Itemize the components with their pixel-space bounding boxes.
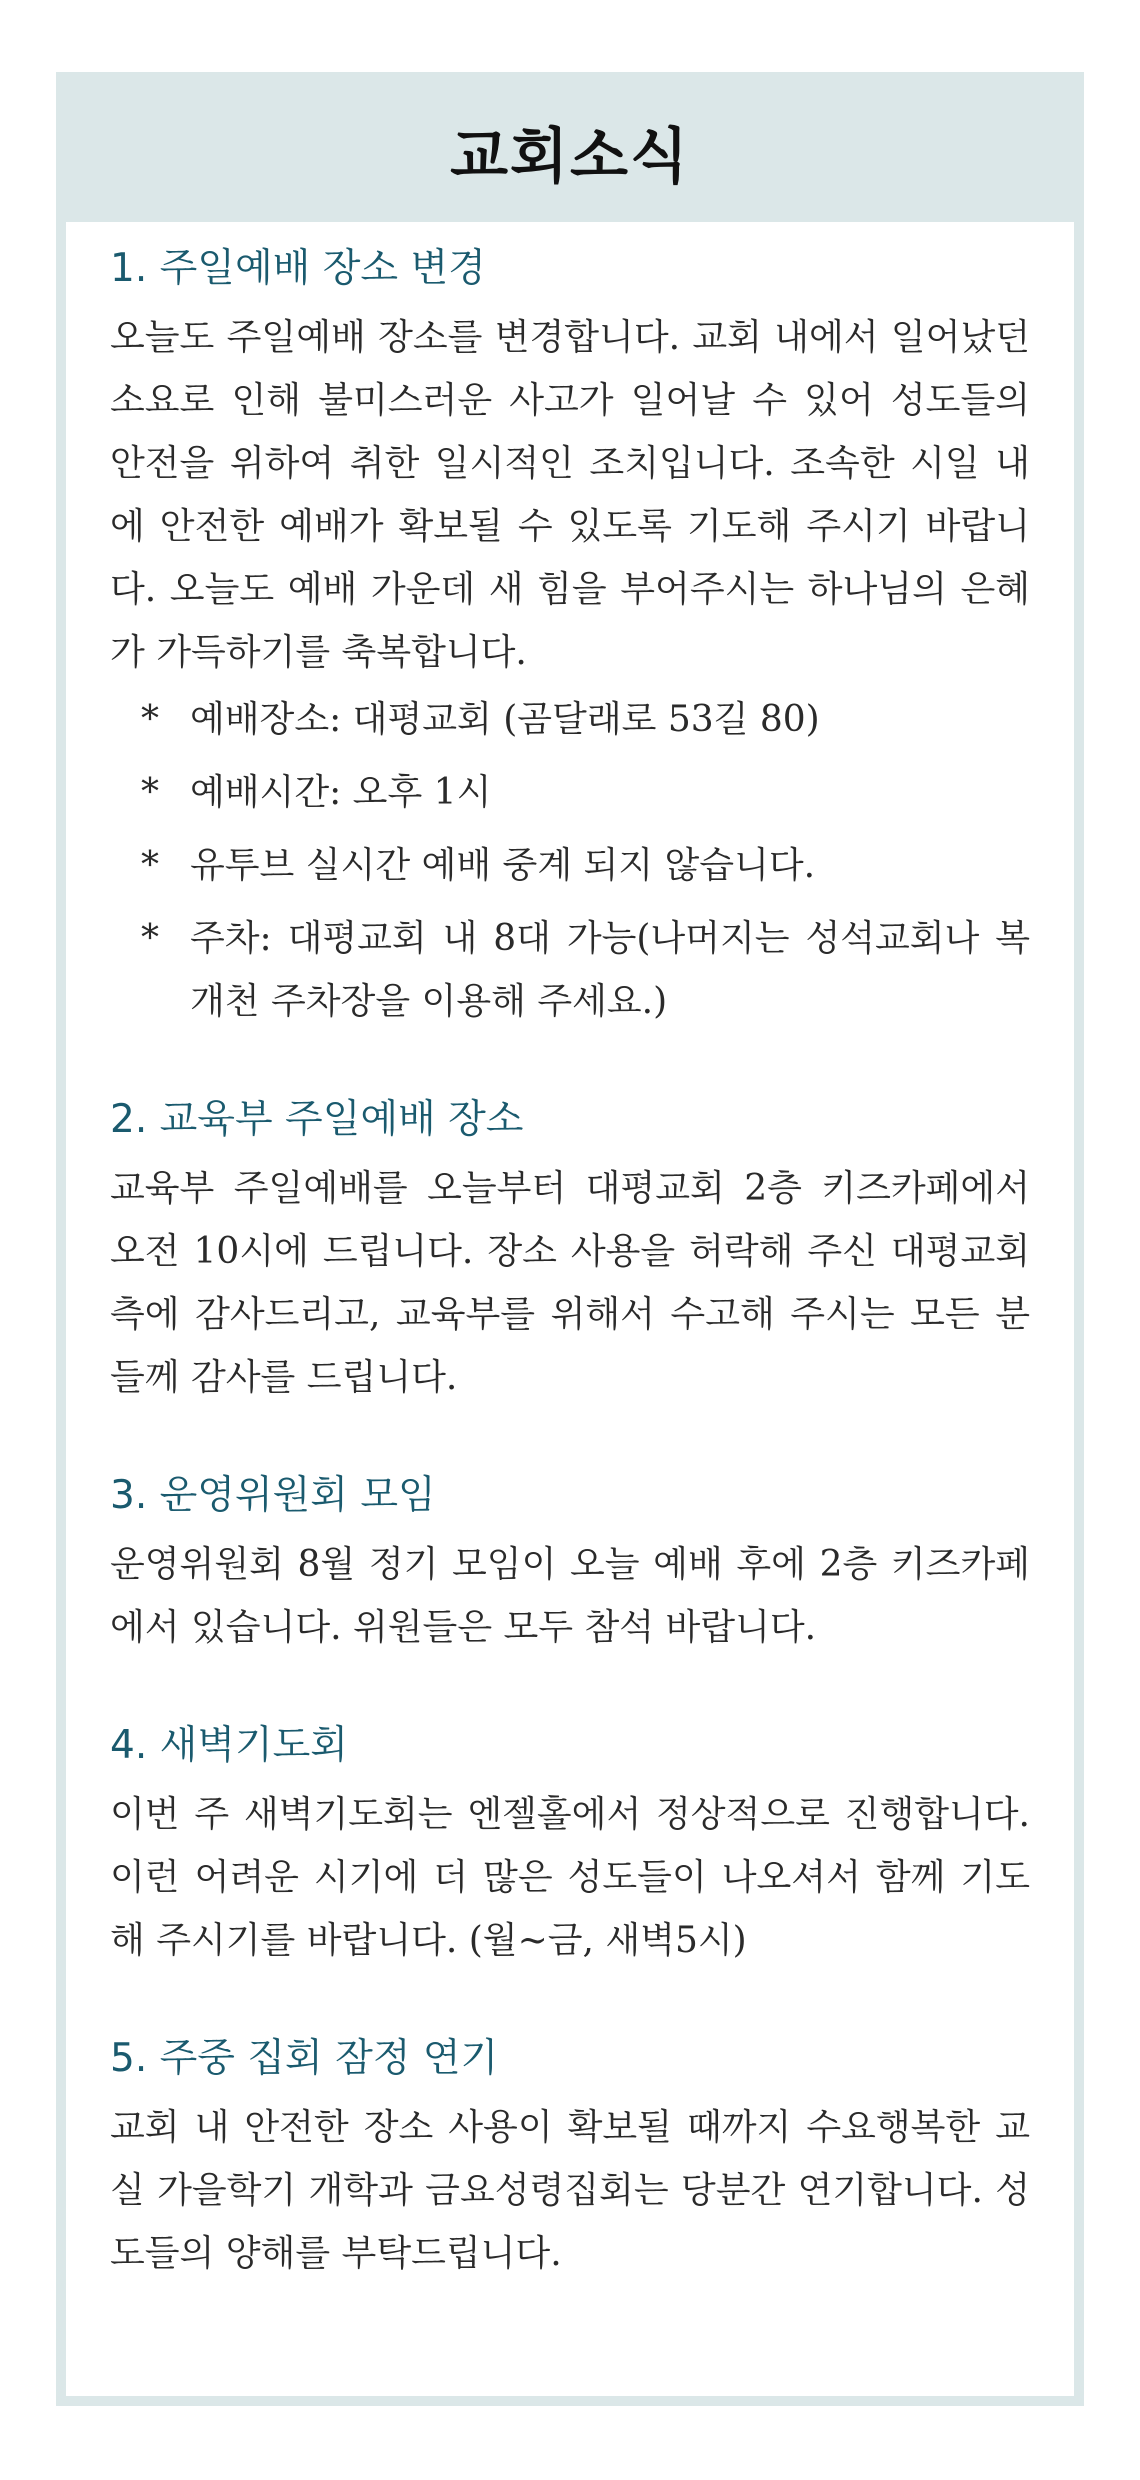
- section-heading: 4. 새벽기도회: [110, 1723, 348, 1768]
- section-body: 이번 주 새벽기도회는 엔젤홀에서 정상적으로 진행합니다. 이런 어려운 시기에 더 많은 성도들이 나오셔서 함께 기도해 주시기를 바랍니다. (월~금, 새벽5시): [110, 1794, 1030, 1961]
- news-section-2: [110, 1089, 1030, 1409]
- bullet-marker: *: [141, 845, 159, 886]
- news-section-3: [110, 1465, 1030, 1659]
- church-news-panel: [56, 72, 1084, 2406]
- list-item-text: 유투브 실시간 예배 중계 되지 않습니다.: [190, 845, 816, 886]
- section-heading: 2. 교육부 주일예배 장소: [110, 1097, 524, 1142]
- bullet-marker: *: [141, 699, 159, 740]
- news-section-1: [110, 238, 1030, 1033]
- page-title: 교회소식: [450, 122, 690, 192]
- list-item-text: 예배시간: 오후 1시: [190, 772, 492, 813]
- section-body: 교육부 주일예배를 오늘부터 대평교회 2층 키즈카페에서 오전 10시에 드립니다. 장소 사용을 허락해 주신 대평교회 측에 감사드리고, 교육부를 위해서 수고해 주시는 모든 분들께 감사를 드립니다.: [110, 1168, 1030, 1398]
- list-item: [110, 761, 1030, 824]
- list-item: [110, 688, 1030, 751]
- section-body: 오늘도 주일예배 장소를 변경합니다. 교회 내에서 일어났던 소요로 인해 불미스러운 사고가 일어날 수 있어 성도들의 안전을 위하여 취한 일시적인 조치입니다. 조속한 시일 내에 안전한 예배가 확보될 수 있도록 기도해 주시기 바랍니다. 오늘도 예배 가운데 새 힘을 부어주시는 하나님의 은혜가 가득하기를 축복합니다.: [110, 317, 1030, 673]
- bullet-marker: *: [141, 918, 159, 959]
- news-section-4: [110, 1715, 1030, 1972]
- section-heading: 5. 주중 집회 잠정 연기: [110, 2036, 499, 2081]
- section-body: 운영위원회 8월 정기 모임이 오늘 예배 후에 2층 키즈카페에서 있습니다. 위원들은 모두 참석 바랍니다.: [110, 1544, 1030, 1648]
- news-section-5: [110, 2028, 1030, 2285]
- section-body: 교회 내 안전한 장소 사용이 확보될 때까지 수요행복한 교실 가을학기 개학과 금요성령집회는 당분간 연기합니다. 성도들의 양해를 부탁드립니다.: [110, 2107, 1030, 2274]
- list-item-text: 예배장소: 대평교회 (곰달래로 53길 80): [190, 699, 820, 740]
- section-heading: 1. 주일예배 장소 변경: [110, 246, 486, 291]
- details-list: [110, 688, 1030, 1033]
- list-item: [110, 907, 1030, 1033]
- section-heading: 3. 운영위원회 모임: [110, 1473, 436, 1518]
- bullet-marker: *: [141, 772, 159, 813]
- header-banner: [66, 82, 1074, 222]
- list-item-text: 주차: 대평교회 내 8대 가능(나머지는 성석교회나 복개천 주차장을 이용해 주세요.): [190, 918, 1030, 1022]
- list-item: [110, 834, 1030, 897]
- news-content: [66, 222, 1074, 2285]
